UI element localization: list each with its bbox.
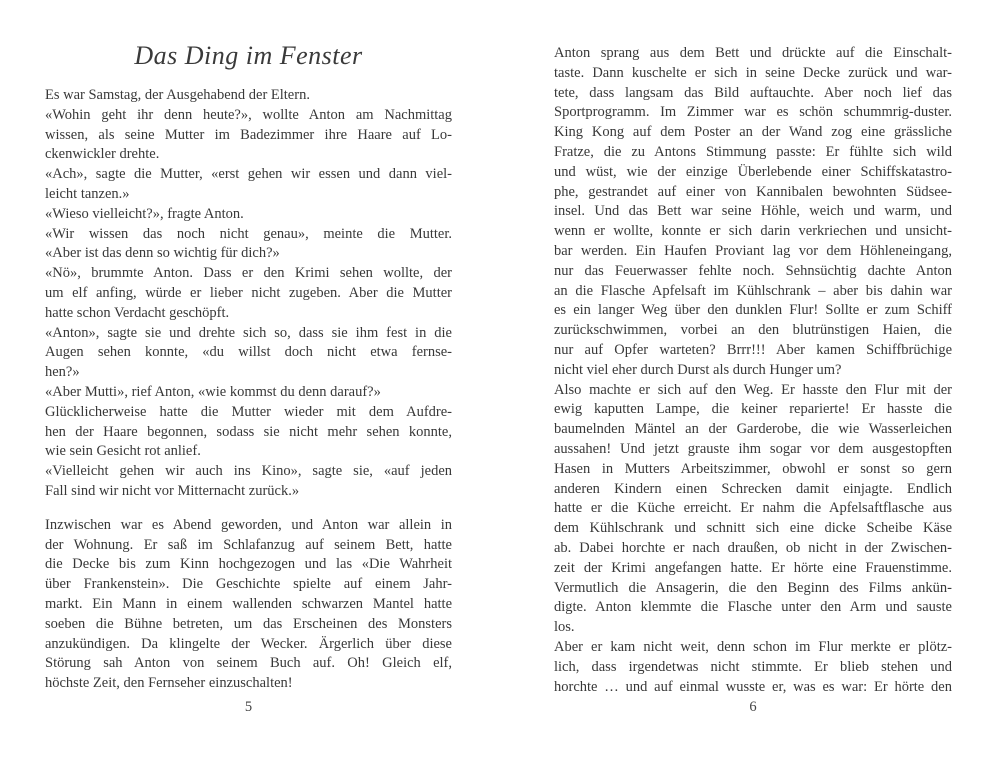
text-line: Störung sah Anton von seinem Buch auf. Oh! Gleich elf, bbox=[45, 655, 452, 672]
text-line: Augen sehen konnte, «du willst doch nicht etwa fernse- bbox=[45, 344, 452, 361]
text-line: hatte er die Küche erreicht. Er nahm die Apfelsaftflasche aus bbox=[554, 500, 952, 517]
left-page bbox=[45, 0, 452, 760]
text-line: Glücklicherweise hatte die Mutter wieder mit dem Aufdre- bbox=[45, 403, 452, 420]
text-line: nicht viel eher durch Durst als durch Hunger um? bbox=[554, 361, 842, 378]
text-line: insel. Und das Bett war seine Höhle, weich und warm, und bbox=[554, 203, 952, 220]
text-line: dem Kühlschrank und schnitt sich eine dicke Scheibe Käse bbox=[554, 520, 952, 537]
text-line: ab. Dabei horchte er nach draußen, ob nicht in der Zwischen- bbox=[554, 539, 952, 556]
right-page-text-column bbox=[554, 44, 952, 697]
text-line: baumelnden Mäntel an der Garderobe, die wie Wasserleichen bbox=[554, 421, 952, 438]
text-line: Inzwischen war es Abend geworden, und Anton war allein in bbox=[45, 516, 452, 533]
text-line: und wüst, wie der einzige Überlebende einer Schiffskatastro- bbox=[554, 163, 952, 180]
text-line: taste. Dann kuschelte er sich in seine Decke zurück und war- bbox=[554, 64, 952, 81]
text-line: tete, dass langsam das Bild auftauchte. Aber noch lief das bbox=[554, 84, 952, 101]
text-line: nur das Feuerwasser fehlte noch. Sehnsüchtig dachte Anton bbox=[554, 262, 952, 279]
text-line: «Anton», sagte sie und drehte sich so, dass sie ihm fest in die bbox=[45, 324, 452, 341]
text-line: anzukündigen. Da klingelte der Wecker. Ärgerlich über diese bbox=[45, 635, 452, 652]
text-line: soeben die Bühne betreten, um das Erscheinen des Monsters bbox=[45, 615, 452, 632]
text-line: Anton sprang aus dem Bett und drückte auf die Einschalt- bbox=[554, 45, 952, 61]
text-line: King Kong auf dem Poster an der Wand zog eine grässliche bbox=[554, 124, 952, 141]
text-line: Hasen in Mutters Arbeitszimmer, obwohl er sonst so gern bbox=[554, 460, 952, 477]
text-line: es ein langer Weg über den dunklen Flur! Sollte er zum Schiff bbox=[554, 302, 952, 319]
text-line: nur auf Opfer warteten? Brrr!!! Aber kamen Schiffbrüchige bbox=[554, 341, 952, 358]
text-line: markt. Ein Mann in einem wallenden schwarzen Mantel hatte bbox=[45, 595, 452, 612]
text-line: Vermutlich die Ansagerin, die den Beginn des Films ankün- bbox=[554, 579, 952, 596]
left-page-number: 5 bbox=[244, 699, 253, 715]
text-line: phe, gestrandet auf einer von Kannibalen bewohnten Südsee- bbox=[554, 183, 952, 200]
text-line: ckenwickler drehte. bbox=[45, 146, 160, 163]
text-line: um elf anfing, würde er lieber nicht zugeben. Aber die Mutter bbox=[45, 284, 452, 301]
chapter-title: Das Ding im Fenster bbox=[134, 41, 363, 70]
text-line: wie sein Gesicht rot anlief. bbox=[45, 443, 201, 460]
text-line: anderen Kindern einen Schrecken damit einjagte. Endlich bbox=[554, 480, 952, 497]
text-line: «Wir wissen das noch nicht genau», meinte die Mutter. bbox=[45, 225, 452, 242]
right-page bbox=[554, 0, 952, 760]
text-line: «Wohin geht ihr denn heute?», wollte Anton am Nachmittag bbox=[45, 106, 452, 123]
text-line: Sportprogramm. Im Zimmer war es schön schummrig-duster. bbox=[554, 104, 952, 121]
text-line: «Nö», brummte Anton. Dass er den Krimi sehen wollte, der bbox=[45, 265, 452, 282]
text-line: bar werden. Ein Haufen Proviant lag vor dem Höhleneingang, bbox=[554, 242, 952, 259]
text-line: lich, dass irgendetwas nicht stimmte. Er blieb stehen und bbox=[554, 658, 952, 675]
text-line: Fratze, die zu Antons Stimmung passte: Er fühlte sich wild bbox=[554, 143, 952, 160]
text-line: wenn er wollte, konnte er sich darin verkriechen und unsicht- bbox=[554, 223, 952, 240]
text-line: die Decke bis zum Kinn hochgezogen und las «Die Wahrheit bbox=[45, 556, 452, 573]
text-line: der Wohnung. Er saß im Schlafanzug auf seinem Bett, hatte bbox=[45, 536, 452, 553]
text-line: Also machte er sich auf den Weg. Er hasste den Flur mit der bbox=[554, 381, 952, 398]
text-line: «Aber ist das denn so wichtig für dich?» bbox=[45, 245, 280, 262]
right-page-number: 6 bbox=[749, 699, 757, 715]
text-line: Es war Samstag, der Ausgehabend der Eltern. bbox=[45, 87, 310, 103]
text-line: leicht tanzen.» bbox=[45, 185, 130, 202]
text-line: Fall sind wir nicht vor Mitternacht zurück.» bbox=[45, 482, 300, 499]
text-line: horchte … und auf einmal wusste er, was es war: Er hörte den bbox=[554, 678, 952, 695]
text-line: zeit der Krimi angefangen hatte. Er hörte eine Frauenstimme. bbox=[554, 559, 952, 576]
text-line: digte. Anton klemmte die Flasche unter den Arm und sauste bbox=[554, 599, 952, 616]
text-line: über Frankenstein». Die Geschichte spielte auf einem Jahr- bbox=[45, 576, 452, 593]
text-line: «Vielleicht gehen wir auch ins Kino», sagte sie, «auf jeden bbox=[45, 463, 452, 480]
left-page-text-column bbox=[45, 86, 452, 694]
text-line: Aber er kam nicht weit, denn schon im Flur merkte er plötz- bbox=[554, 638, 952, 655]
paragraph-break bbox=[45, 502, 452, 516]
text-line: wissen, als seine Mutter im Badezimmer ihre Haare auf Lo- bbox=[45, 126, 452, 143]
text-line: hatte schon Verdacht geschöpft. bbox=[45, 304, 230, 321]
text-line: ewig kaputten Lampe, die keiner reparierte! Er hasste die bbox=[554, 401, 952, 418]
text-line: hen der Haare begonnen, sodass sie nicht mehr sehen konnte, bbox=[45, 423, 452, 440]
text-line: los. bbox=[554, 619, 575, 636]
text-line: zurückschwimmen, vorbei an den blutrünstigen Haien, die bbox=[554, 322, 952, 339]
text-line: höchste Zeit, den Fernseher einzuschalten! bbox=[45, 675, 293, 692]
text-line: aussahen! Und jetzt grauste ihm sogar vor dem ausgestopften bbox=[554, 440, 952, 457]
text-line: «Wieso vielleicht?», fragte Anton. bbox=[45, 205, 244, 222]
text-line: an die Flasche Apfelsaft im Kühlschrank – aber bis dahin war bbox=[554, 282, 952, 299]
text-line: «Ach», sagte die Mutter, «erst gehen wir essen und dann viel- bbox=[45, 166, 452, 183]
text-line: «Aber Mutti», rief Anton, «wie kommst du denn darauf?» bbox=[45, 383, 381, 400]
text-line: hen?» bbox=[45, 364, 80, 381]
